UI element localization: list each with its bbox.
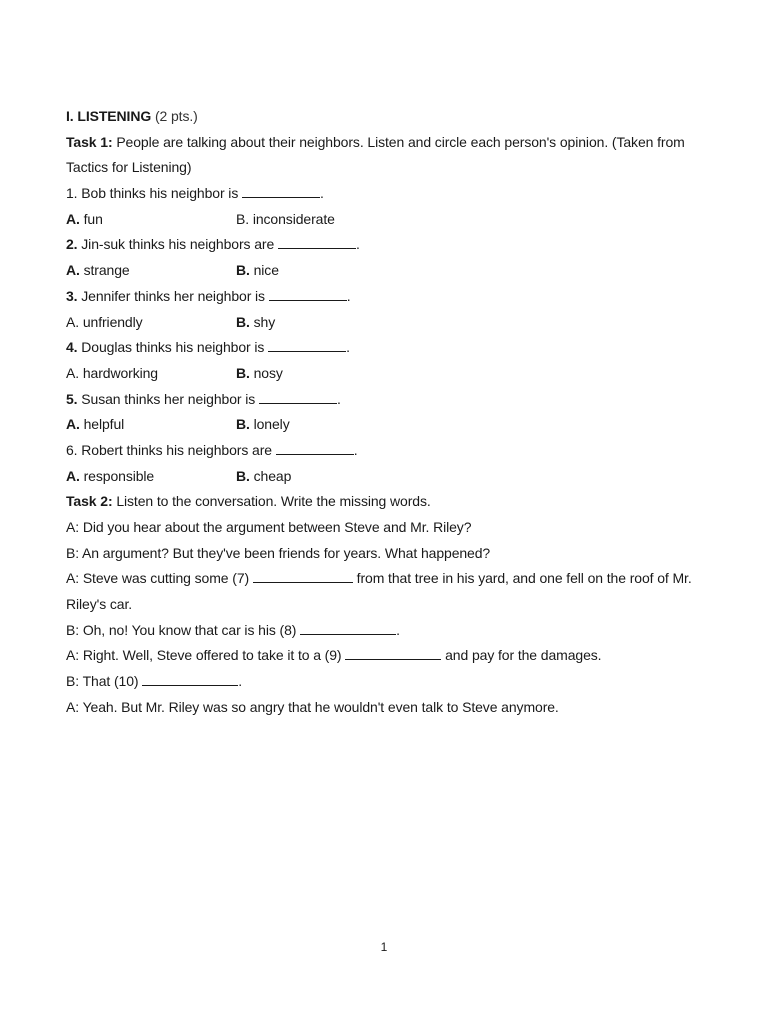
option-b: B. lonely — [236, 416, 290, 433]
option-b: B. shy — [236, 313, 276, 330]
question-number: 2. — [66, 236, 78, 253]
option-a: A. strange — [66, 262, 130, 279]
question-number: 1. — [66, 185, 78, 202]
question-3: 3. Jennifer thinks her neighbor is . — [66, 287, 351, 304]
option-b: B. inconsiderate — [236, 210, 335, 227]
option-a: A. fun — [66, 210, 103, 227]
section-heading — [66, 104, 706, 130]
question-5-options — [66, 412, 706, 438]
task2-instruction-text: Listen to the conversation. Write the missing words. — [116, 493, 431, 510]
dialogue-line: B: An argument? But they've been friends for years. What happened? — [66, 544, 491, 561]
question-6: 6. Robert thinks his neighbors are . — [66, 441, 358, 458]
option-a: A. unfriendly — [66, 313, 143, 330]
question-text: Susan thinks her neighbor is — [81, 390, 256, 407]
answer-blank-9 — [345, 645, 441, 660]
worksheet — [66, 104, 706, 721]
dialogue-line: Riley's car. — [66, 596, 133, 613]
question-text: Jennifer thinks her neighbor is — [81, 287, 265, 304]
question-number: 4. — [66, 339, 78, 356]
question-number: 6. — [66, 441, 78, 458]
section-title: I. LISTENING — [66, 108, 152, 124]
dialogue-line: B: Oh, no! You know that car is his (8) . — [66, 621, 400, 638]
answer-blank — [276, 440, 354, 455]
answer-blank — [242, 183, 320, 198]
option-b: B. cheap — [236, 467, 292, 484]
option-b: B. nosy — [236, 364, 283, 381]
task1-instruction — [66, 130, 706, 181]
question-text: Robert thinks his neighbors are — [81, 441, 272, 458]
question-6-options — [66, 464, 706, 490]
dialogue-line: A: Did you hear about the argument between Steve and Mr. Riley? — [66, 519, 472, 536]
question-4-options — [66, 361, 706, 387]
question-text: Jin-suk thinks his neighbors are — [81, 236, 275, 253]
task2-instruction — [66, 489, 706, 515]
question-2-options — [66, 258, 706, 284]
question-text: Douglas thinks his neighbor is — [81, 339, 265, 356]
question-number: 3. — [66, 287, 78, 304]
option-b: B. nice — [236, 262, 279, 279]
answer-blank — [278, 234, 356, 249]
question-number: 5. — [66, 390, 78, 407]
dialogue-line: A: Right. Well, Steve offered to take it to a (9) and pay for the damages. — [66, 647, 602, 664]
answer-blank-7 — [253, 568, 353, 583]
dialogue-line: A: Yeah. But Mr. Riley was so angry that he wouldn't even talk to Steve anymore. — [66, 698, 559, 715]
task1-instruction-text: People are talking about their neighbors. Listen and circle each person's opinion. (Taken from Tactics for Listening) — [66, 133, 685, 176]
task1-label: Task 1: — [66, 133, 113, 150]
question-text: Bob thinks his neighbor is — [81, 185, 239, 202]
page-number: 1 — [380, 940, 388, 954]
question-3-options — [66, 310, 706, 336]
answer-blank — [259, 389, 337, 404]
dialogue-line: A: Steve was cutting some (7) from that tree in his yard, and one fell on the roof of Mr. — [66, 570, 692, 587]
option-a: A. helpful — [66, 416, 125, 433]
question-2: 2. Jin-suk thinks his neighbors are . — [66, 236, 360, 253]
question-1-options — [66, 207, 706, 233]
answer-blank-8 — [300, 620, 396, 635]
answer-blank-10 — [142, 671, 238, 686]
dialogue-line: B: That (10) . — [66, 673, 243, 690]
section-points: (2 pts.) — [154, 108, 198, 124]
question-1: 1. Bob thinks his neighbor is . — [66, 185, 324, 202]
task2-label: Task 2: — [66, 493, 113, 510]
option-a: A. hardworking — [66, 364, 158, 381]
option-a: A. responsible — [66, 467, 155, 484]
answer-blank — [269, 286, 347, 301]
question-4: 4. Douglas thinks his neighbor is . — [66, 339, 350, 356]
question-5: 5. Susan thinks her neighbor is . — [66, 390, 341, 407]
answer-blank — [268, 337, 346, 352]
